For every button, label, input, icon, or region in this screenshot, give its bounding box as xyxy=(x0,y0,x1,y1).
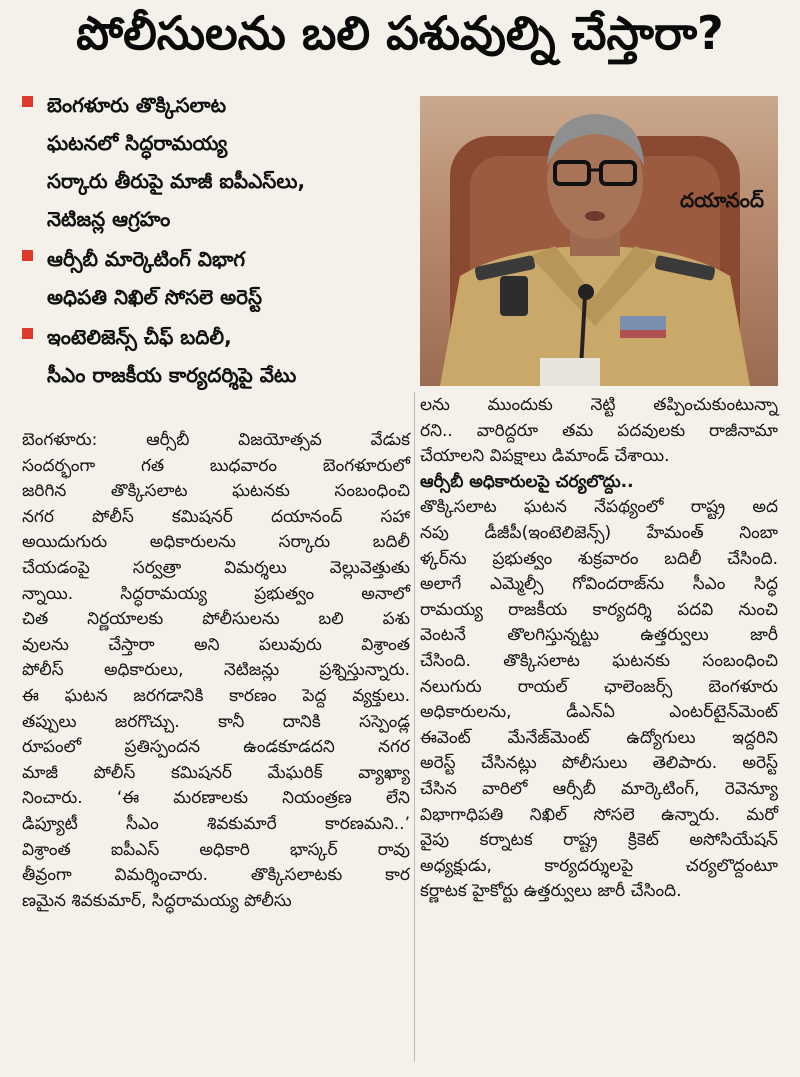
text-line: సందర్భంగా గత బుధవారం బెంగళూరులో xyxy=(22,455,410,476)
text-line: తొక్కిసలాట ఘటన నేపథ్యంలో రాష్ట్ర అద xyxy=(420,497,778,518)
headline: పోలీసులను బలి పశువుల్ని చేస్తారా? xyxy=(76,6,724,60)
text-line: ఈవెంట్ మేనేజ్‌మెంట్ ఉద్యోగులు ఇద్దరిని xyxy=(420,727,778,748)
text-line: చేయాలని విపక్షాలు డిమాండ్ చేశాయి. xyxy=(420,446,670,467)
text-line: నలుగురు రాయల్ ఛాలెంజర్స్ బెంగళూరు xyxy=(420,676,778,697)
highlight-text xyxy=(47,240,262,316)
bullet-square-icon xyxy=(22,328,33,339)
highlight-item xyxy=(22,318,412,394)
highlight-line: ఇంటెలిజెన్స్ చీఫ్ బదిలీ, xyxy=(47,325,232,349)
text-line: మాజీ పోలీస్ కమిషనర్ మేఘరిక్ వ్యాఖ్యా xyxy=(22,762,410,783)
text-line: ఈ ఘటన జరగడానికి కారణం పెద్ద వ్యక్తులు. xyxy=(22,685,410,706)
text-line: కర్ణాటక హైకోర్టు ఉత్తర్వులు జారీ చేసింది. xyxy=(420,881,682,902)
text-line: విభాగాధిపతి నిఖిల్ సోసలె ఉన్నారు. మరో xyxy=(420,804,778,825)
text-line: చేసింది. తొక్కిసలాట ఘటనకు సంబంధించి xyxy=(420,650,778,671)
article-right-top xyxy=(420,393,778,470)
text-line: తప్పులు జరగొచ్చు. కానీ దానికి సస్పెండ్ల xyxy=(22,711,410,732)
highlights-list xyxy=(22,86,412,396)
subheading: ఆర్సీబీ అధికారులపై చర్యలొద్దు.. xyxy=(420,471,634,492)
bullet-square-icon xyxy=(22,96,33,107)
text-line: బెంగళూరు: ఆర్సీబీ విజయోత్సవ వేడుక xyxy=(22,430,410,450)
highlight-line: ఘటనలో సిద్ధరామయ్య xyxy=(47,131,228,155)
text-line: పోలీస్ అధికారులు, నెటిజన్లు ప్రశ్నిస్తున్నారు. xyxy=(22,660,410,681)
bullet-square-icon xyxy=(22,250,33,261)
text-line: న్నాయి. సిద్ధరామయ్య ప్రభుత్వం అనాలో xyxy=(22,583,410,604)
article-right-column xyxy=(420,393,778,905)
text-line: నగర పోలీస్ కమిషనర్ దయానంద్ సహా xyxy=(22,506,410,527)
article-right-bottom xyxy=(420,495,778,905)
text-line: అధ్యక్షుడు, కార్యదర్శులపై చర్యలొద్దంటూ xyxy=(420,855,778,876)
text-line: రామయ్య రాజకీయ కార్యదర్శి పదవి నుంచి xyxy=(420,599,778,620)
highlight-item xyxy=(22,240,412,316)
text-line: అలాగే ఎమ్మెల్సీ గోవిందరాజ్‌ను సీఎం సిద్ధ xyxy=(420,574,778,595)
text-line: నపు డీజీపీ(ఇంటెలిజెన్స్) హేమంత్ నింబా xyxy=(420,522,778,543)
highlight-item xyxy=(22,86,412,238)
highlight-line: ఆర్సీబీ మార్కెటింగ్ విభాగ xyxy=(47,247,246,271)
text-line: చేసిన వారిలో ఆర్సీబీ మార్కెటింగ్, రెవెన్యూ xyxy=(420,778,778,799)
text-line: డిప్యూటీ సీఎం శివకుమారే కారణమని..’ xyxy=(22,813,410,834)
text-line: అధికారులను, డీఎన్ఏ ఎంటర్‌టైన్‌మెంట్ xyxy=(420,702,778,723)
text-line: రని.. వారిద్దరూ తమ పదవులకు రాజీనామా xyxy=(420,420,778,441)
highlight-line: బెంగళూరు తొక్కిసలాట xyxy=(47,93,227,117)
text-line: వైపు కర్నాటక రాష్ట్ర క్రికెట్ అసోసియేషన్ xyxy=(420,830,778,851)
text-line: చేయడంపై సర్వత్రా విమర్శలు వెల్లువెత్తుతు xyxy=(22,557,410,578)
text-line: అయిదుగురు అధికారులను సర్కారు బదిలీ xyxy=(22,532,410,553)
highlight-line: నెటిజన్ల ఆగ్రహం xyxy=(47,207,171,231)
text-line: ళ్కర్‌ను ప్రభుత్వం శుక్రవారం బదిలీ చేసింది. xyxy=(420,548,778,569)
highlight-text xyxy=(47,86,305,238)
text-line: వెంటనే తొలగిస్తున్నట్టు ఉత్తర్వులు జారీ xyxy=(420,625,778,646)
text-line: నించారు. ‘ఈ మరణాలకు నియంత్రణ లేని xyxy=(22,788,410,809)
text-line: రూపంలో ప్రతిస్పందన ఉండకూడదని నగర xyxy=(22,737,410,758)
photo-dayanand xyxy=(420,96,778,386)
text-line: చిత నిర్ణయాలకు పోలీసులను బలి పశు xyxy=(22,609,410,630)
text-line: అరెస్ట్ చేసినట్లు పోలీసులు తెలిపారు. అరెస్ట్ xyxy=(420,753,778,774)
text-line: ణమైన శివకుమార్, సిద్ధరామయ్య పోలీసు xyxy=(22,890,292,911)
text-line: జరిగిన తొక్కిసలాట ఘటనకు సంబంధించి xyxy=(22,481,410,502)
highlight-line: సీఎం రాజకీయ కార్యదర్శిపై వేటు xyxy=(47,363,297,387)
highlight-text xyxy=(47,318,296,394)
text-line: తీవ్రంగా విమర్శించారు. తొక్కిసలాటకు కార xyxy=(22,865,410,886)
article-left-column xyxy=(22,428,410,914)
photo-caption: దయానంద్ xyxy=(680,188,764,212)
highlight-line: అధిపతి నిఖిల్ సోసలె అరెస్ట్ xyxy=(47,285,263,309)
text-line: లను ముందుకు నెట్టి తప్పించుకుంటున్నా xyxy=(420,395,778,415)
person-photo-illustration xyxy=(420,96,778,386)
highlight-line: సర్కారు తీరుపై మాజీ ఐపీఎస్‌లు, xyxy=(47,169,306,193)
text-line: విశ్రాంత ఐపీఎస్ అధికారి భాస్కర్ రావు xyxy=(22,839,410,860)
column-divider xyxy=(414,392,415,1062)
text-line: వులను చేస్తారా అని పలువురు విశ్రాంత xyxy=(22,634,410,655)
